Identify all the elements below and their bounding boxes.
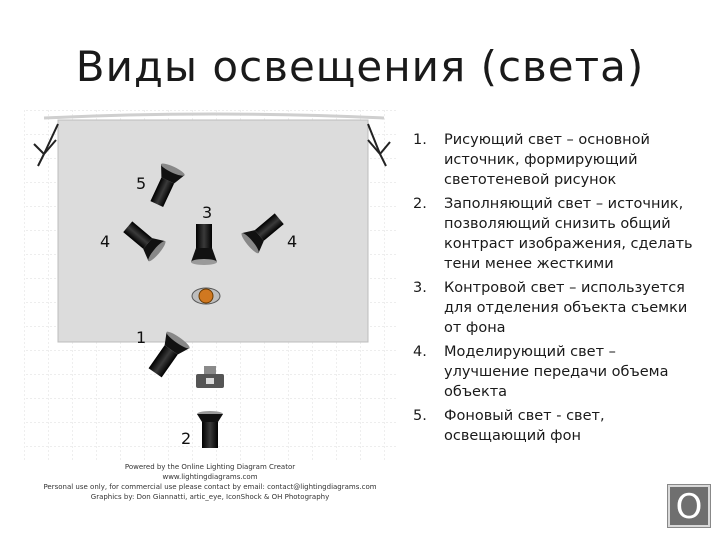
credits-line: Graphics by: Don Giannatti, artic_eye, IconShock & OH Photography (90, 493, 330, 501)
list-item (413, 278, 698, 338)
list-item-index: 1. (413, 132, 427, 148)
list-item-text: Фоновый свет - свет, освещающий фон (444, 408, 605, 444)
credits-line: www.lightingdiagrams.com (162, 473, 258, 481)
credits-line: Powered by the Online Lighting Diagram Creator (124, 463, 296, 471)
lighting-diagram-canvas (24, 110, 396, 520)
list-item-text: Рисующий свет – основной источник, формирующий светотеневой рисунок (444, 132, 650, 188)
list-item (413, 194, 698, 274)
label-back-light: 3 (202, 203, 213, 222)
diagram-credits (24, 462, 396, 502)
list-item-index: 5. (413, 408, 427, 424)
list-item-text: Заполняющий свет – источник, позволяющий снизить общий контраст изображения, сделать тени менее жесткими (444, 196, 693, 272)
list-item (413, 130, 698, 190)
page-title: Виды освещения (света) (75, 42, 645, 91)
label-model-light-right: 4 (287, 232, 298, 251)
logo-glyph: O (675, 486, 703, 527)
list-item-index: 3. (413, 280, 427, 296)
list-item (413, 406, 698, 446)
label-fill-light: 2 (181, 429, 192, 448)
list-item (413, 342, 698, 402)
subject-icon (192, 288, 220, 304)
list-item-index: 4. (413, 344, 427, 360)
logo (668, 485, 710, 527)
list-item-text: Контровой свет – используется для отделения объекта съемки от фона (444, 280, 688, 336)
lighting-types-list (413, 130, 698, 450)
label-model-light-left: 4 (100, 232, 111, 251)
list-item-index: 2. (413, 196, 427, 212)
label-background-light: 5 (136, 174, 147, 193)
list-item-text: Моделирующий свет – улучшение передачи объема объекта (444, 344, 669, 400)
credits-line: Personal use only, for commercial use please contact by email: contact@lightingdiagrams.com (43, 483, 377, 491)
lighting-diagram (24, 110, 396, 520)
label-key-light: 1 (136, 328, 147, 347)
backdrop (58, 120, 368, 342)
